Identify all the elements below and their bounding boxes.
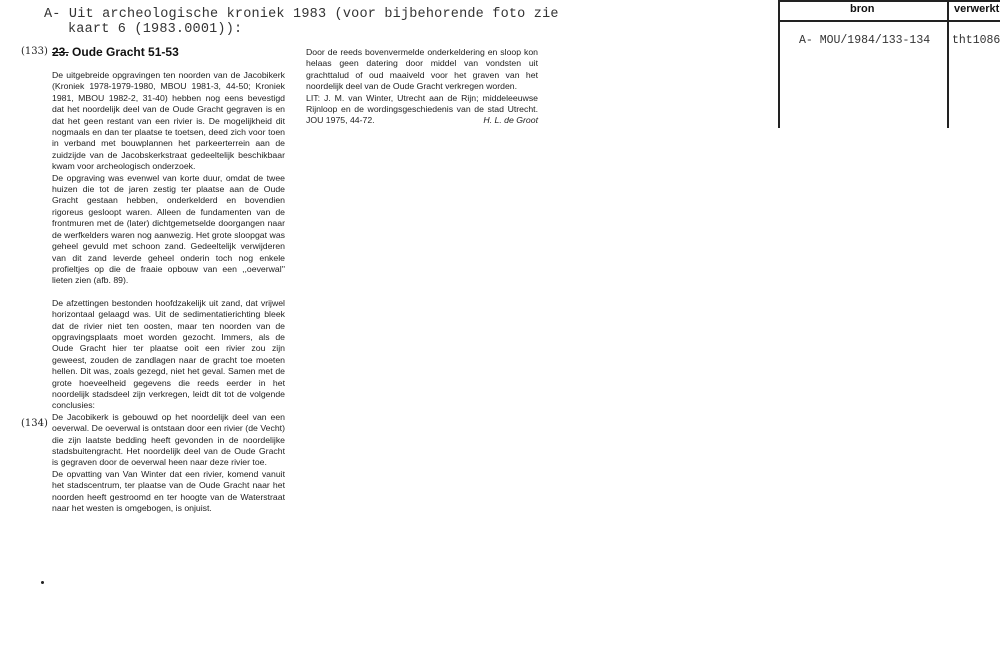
- article-title: [52, 45, 179, 59]
- paragraph: De uitgebreide opgravingen ten noorden van de Jacobikerk (Kroniek 1978-1979-1980, MBOU 1981-3, 44-50; Kroniek 1981, MBOU 1982-2, 31-40) hebben nog eens bevestigd dat het noordelijk deel van de Oude Gracht gegraven is en dat het geen restant van een rivier is. De mogelijkheid dit nogmaals en dan ter plaatse te toetsen, deed zich voor toen in verband met bouwplannen het parkeerterrein aan de zuidzijde van de Jacobskerkstraat gedeeltelijk beschikbaar kwam voor archeologisch onderzoek.: [52, 70, 285, 172]
- paragraph: Door de reeds bovenvermelde onderkeldering en sloop kon helaas geen datering door middel van vondsten uit grachttalud of oud maaiveld voor het graven van het noordelijk deel van de Oude Gracht verkregen worden.: [306, 47, 538, 92]
- margin-note-133: (133): [21, 46, 48, 57]
- literature-text: LIT: J. M. van Winter, Utrecht aan de Rijn; middeleeuwse Rijnloop en de wordingsgeschiedenis van de stad Utrecht. JOU 1975, 44-72.: [306, 92, 538, 126]
- paragraph: De opgraving was evenwel van korte duur, omdat de twee huizen die tot de jaren zestig ter plaatse aan de Oude Gracht gestaan hebben, onderkelderd en bovendien rigoreus gesloopt waren. Alleen de fundamenten van de frontmuren met de (later) dichtgemetselde doorgangen naar de werfkelders waren nog aanwezig. Het grote sloopgat was geheel gevuld met schoon zand. Gedeeltelijk verwijderen van dit zand leverde geheel onderin toch nog enkele profieltjes op die de fraaie opbouw van een ,,oeverwal'' lieten zien (afb. 89).: [52, 172, 285, 286]
- article-title-text: Oude Gracht 51-53: [72, 45, 179, 59]
- table-rule-top: [778, 0, 1000, 2]
- table-rule-left: [778, 0, 780, 128]
- table-rule-middle: [947, 0, 949, 128]
- article-number: 23.: [52, 45, 69, 59]
- typed-header-line-1: A- Uit archeologische kroniek 1983 (voor bijbehorende foto zie: [44, 7, 559, 22]
- article-column-1: [52, 70, 285, 514]
- column-header-verwerkt: verwerkt: [954, 3, 1000, 15]
- paragraph: De Jacobikerk is gebouwd op het noordelijk deel van een oeverwal. De oeverwal is ontstaan door een rivier (de Vecht) die zijn laatste bedding heeft gevonden in de noordelijke stadsbuitengracht. Het noordelijk deel van de Oude Gracht is gegraven door de oeverwal heen naar deze rivier toe.: [52, 411, 285, 468]
- column-header-bron: bron: [850, 3, 875, 15]
- literature-reference: [306, 93, 538, 127]
- typed-header-line-2: kaart 6 (1983.0001)):: [68, 22, 243, 37]
- bron-value: A- MOU/1984/133-134: [799, 34, 931, 47]
- author: H. L. de Groot: [483, 115, 538, 126]
- paragraph: De opvatting van Van Winter dat een rivier, komend vanuit het stadscentrum, ter plaatse van de Oude Gracht naar het noorden heeft gestroomd en ter hoogte van de Waterstraat naar het westen is omgebogen, is onjuist.: [52, 468, 285, 514]
- paragraph: De afzettingen bestonden hoofdzakelijk uit zand, dat vrijwel horizontaal gelaagd was. Uit de sedimentatierichting bleek dat de rivier niet ten oosten, maar ten noorden van de opgravingsplaats moet worden gezocht. Immers, als de Oude Gracht hier ter plaatse ooit een rivier zou zijn geweest, zouden de zandlagen naar de gracht toe moeten hellen. Dit was, zoals gezegd, niet het geval. Samen met de grote hoeveelheid gegevens die reeds eerder in het noordelijk stadsdeel zijn verkregen, leidt dit tot de volgende conclusies:: [52, 297, 285, 411]
- margin-note-134: (134): [21, 418, 48, 429]
- article-column-2: [306, 47, 538, 127]
- bron-table: [778, 0, 1000, 128]
- table-rule-header: [778, 20, 1000, 22]
- verwerkt-value: tht1086: [952, 34, 1000, 47]
- stray-dot: [41, 581, 44, 584]
